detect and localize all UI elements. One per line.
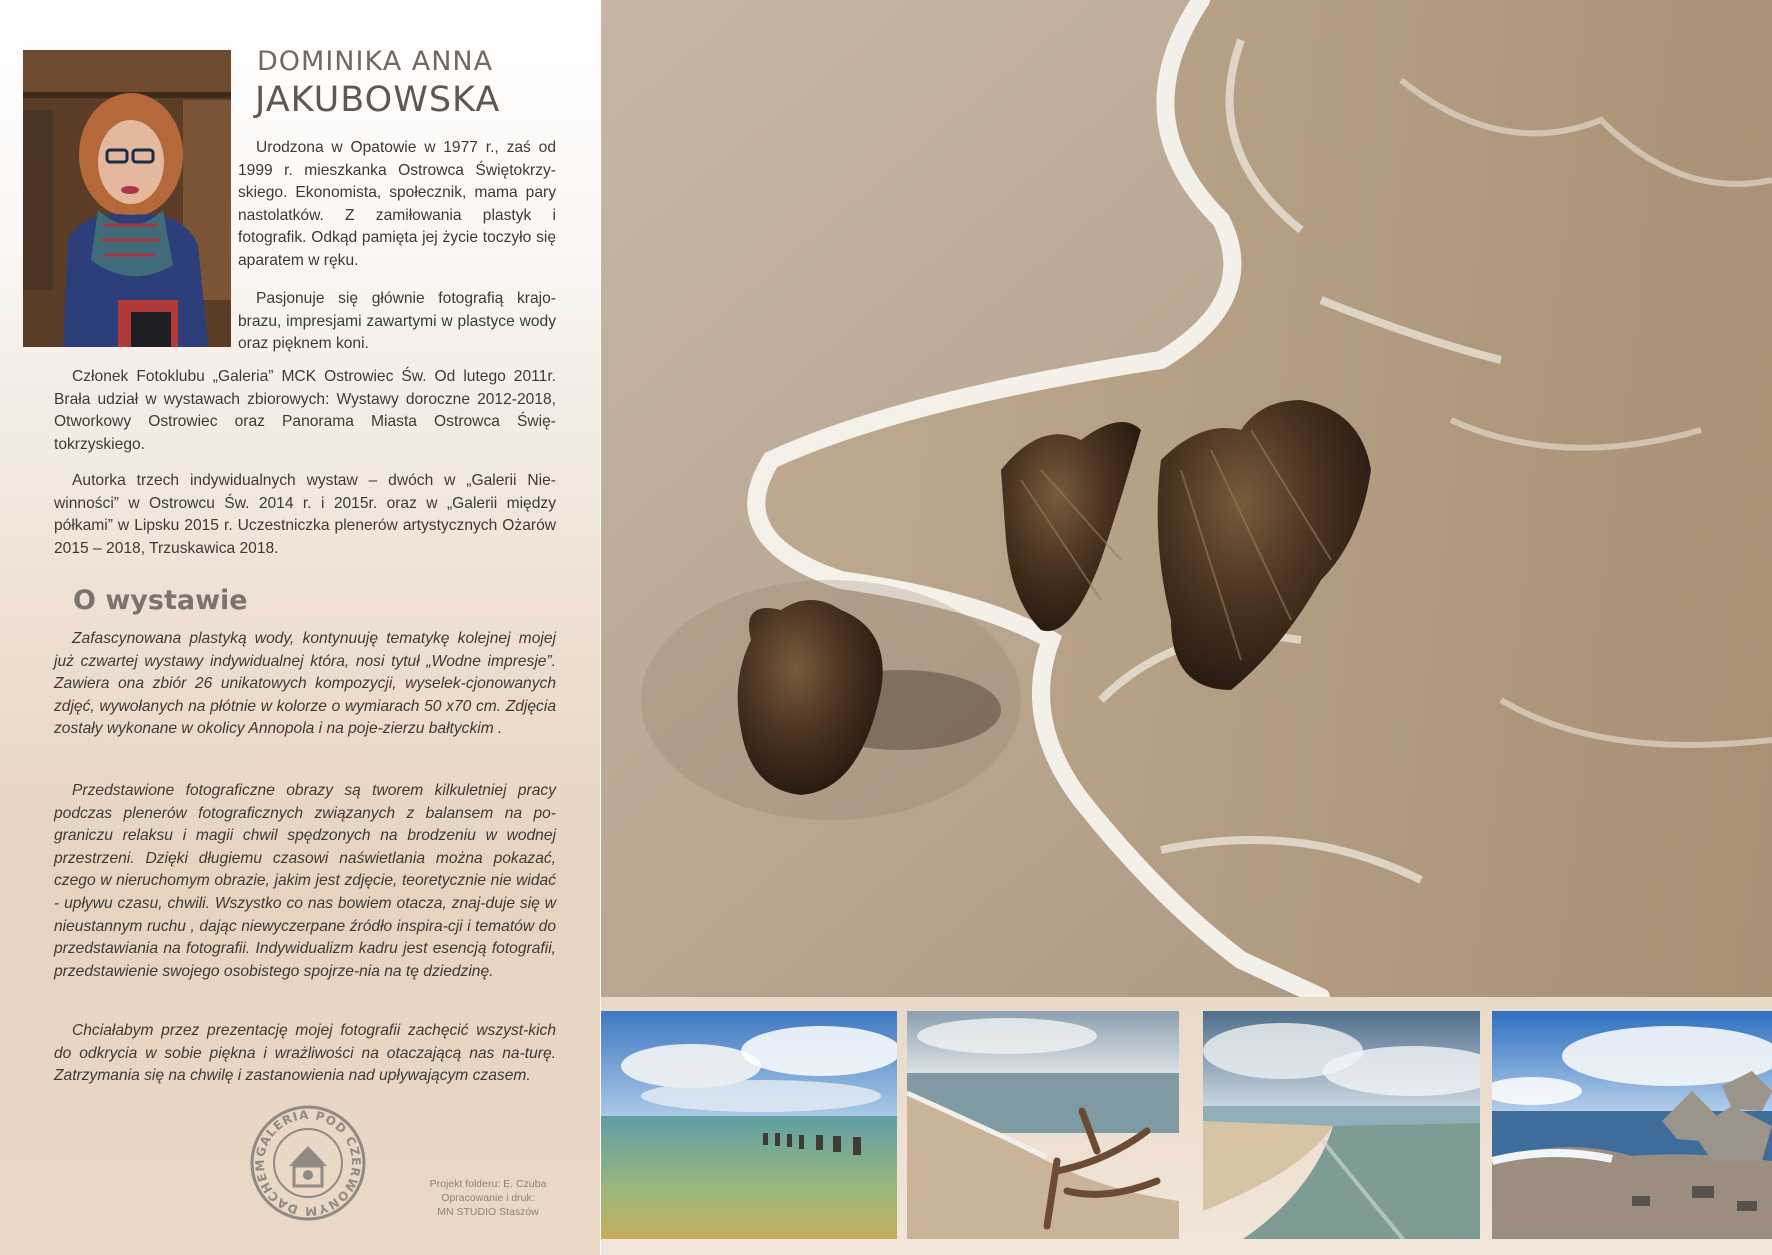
credits-line: MN STUDIO Staszów [437, 1206, 539, 1218]
thumbnail-photo [1203, 1011, 1480, 1239]
credits-line: Projekt folderu: E. Czuba [429, 1178, 547, 1190]
sandbar-lagoon-photo [1203, 1011, 1480, 1239]
bio-paragraph: Urodzona w Opatowie w 1977 r., zaś od 1999 r. mieszkanka Ostrowca Świętokrzy-skiego. Ekonomista, społecznik, mama pary nastolatków. Z zamiłowania plastyk i fotografik. Odkąd pamięta jej życie toczyło się aparatem w ręku. [238, 139, 556, 269]
author-last-name: JAKUBOWSKA [255, 80, 501, 120]
beach-driftwood-photo [601, 0, 1772, 997]
thumbnail-photo [907, 1011, 1179, 1239]
bio-paragraph: Pasjonuje się głównie fotografią krajo-brazu, impresjami zawartymi w plastyce wody oraz pięknem koni. [238, 290, 556, 353]
sea-posts-photo [601, 1011, 897, 1239]
stamp-icon [249, 1104, 367, 1222]
about-paragraph: Przedstawione fotograficzne obrazy są tworem kilkuletniej pracy podczas plenerów fotograficznych związanych z balansem na po-graniczu relaksu i magii chwil spędzonych na brodzeniu w wodnej przestrzeni. Dzięki długiemu czasowi naświetlania można pokazać, czego w nieruchomym obrazie, jakim jest zdjęcie, teoretycznie nie widać - upływu czasu, chwili. Wszystko co nas bowiem otacza, znaj-duje się w nieustannym ruchu , dając niewyczerpane źródło inspira-cji i tematów do przedstawiania na fotografii. Indywidualizm kadru jest esencją fotografii, przedstawienie swojego osobistego spojrze-nia na tę dziedzinę. [54, 782, 556, 980]
gallery-stamp-logo [249, 1104, 367, 1222]
credits [418, 1177, 558, 1219]
credits-line: Opracowanie i druk: [441, 1192, 535, 1204]
author-first-names: DOMINIKA ANNA [257, 46, 494, 77]
text-panel [0, 0, 600, 1255]
thumbnail-photo [601, 1011, 897, 1239]
hero-photo [601, 0, 1772, 997]
portrait-photo [23, 50, 231, 347]
about-exhibition-heading: O wystawie [73, 585, 248, 616]
breakwater-tetrapods-photo [1492, 1011, 1772, 1239]
author-portrait [23, 50, 231, 347]
bio-paragraph: Członek Fotoklubu „Galeria” MCK Ostrowiec Św. Od lutego 2011r. Brała udział w wystawach zbiorowych: Wystawy doroczne 2012-2018, Otworkowy Ostrowiec oraz Panorama Miasta Ostrowca Świę-tokrzyskiego. [54, 368, 556, 453]
about-paragraph: Chciałabym przez prezentację mojej fotografii zachęcić wszyst-kich do odkrycia w sobie piękna i wrażliwości na otaczającą nas na-turę. Zatrzymania się na chwilę i zastanowienia nad upływającym czasem. [54, 1022, 556, 1085]
beach-driftwood-branch-photo [907, 1011, 1179, 1239]
bio-paragraph: Autorka trzech indywidualnych wystaw – dwóch w „Galerii Nie-winności” w Ostrowcu Św. 2014 r. i 2015r. oraz w „Galerii między półkami” w Lipsku 2015 r. Uczestniczka plenerów artystycznych Ożarów 2015 – 2018, Trzuskawica 2018. [54, 472, 556, 557]
svg-text:GALERIA POD CZERWONYM DACHEM: GALERIA POD CZERWONYM DACHEM [252, 1107, 364, 1219]
thumbnail-photo [1492, 1011, 1772, 1239]
about-paragraph: Zafascynowana plastyką wody, kontynuuję tematykę kolejnej mojej już czwartej wystawy indywidualnej która, nosi tytuł „Wodne impresje”. Zawiera ona zbiór 26 unikatowych kompozycji, wyselek-cjonowanych zdjęć, wywołanych na płótnie w kolorze o wymiarach 50 x70 cm. Zdjęcia zostały wykonane w okolicy Annopola i na poje-zierzu bałtyckim . [54, 630, 556, 738]
